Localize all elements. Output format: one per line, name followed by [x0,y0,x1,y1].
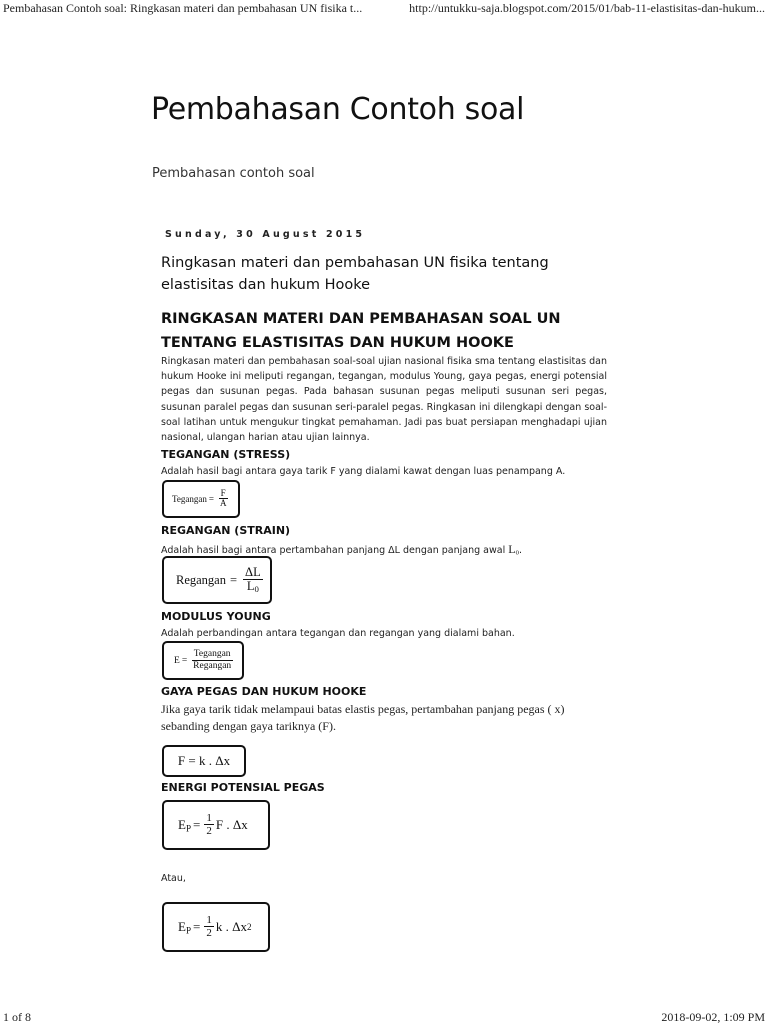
formula-stress-fraction [218,489,229,509]
formula-energy-1-lhs [178,817,191,833]
formula-young-denominator: Regangan [193,660,232,671]
section-text-strain-sub: 0 [515,549,519,557]
formula-strain-den-main: L [246,578,255,593]
blog-description: Pembahasan contoh soal [152,166,315,181]
formula-energy-2 [162,902,270,952]
formula-young [162,641,244,680]
section-text-hooke: Jika gaya tarik tidak melampaui batas elastis pegas, pertambahan panjang pegas ( x) sebanding dengan gaya tariknya (F). [161,702,565,733]
formula-energy-1-numerator: 1 [206,811,212,824]
post-title[interactable]: Ringkasan materi dan pembahasan UN fisika tentang elastisitas dan hukum Hooke [161,255,549,293]
formula-energy-2-denominator: 2 [206,927,212,940]
print-header-url: http://untukku-saja.blogspot.com/2015/01/bab-11-elastisitas-dan-hukum... [409,1,765,15]
formula-stress-equals: = [208,494,214,504]
formula-energy-2-lhs-sub: P [185,925,192,936]
formula-strain-fraction [243,566,263,595]
formula-energy-1-lhs-sub: P [185,823,192,834]
formula-young-lhs: E [174,655,180,666]
formula-energy-2-lhs-main: E [178,918,186,934]
blog-title[interactable]: Pembahasan Contoh soal [151,92,525,127]
section-heading-hooke: GAYA PEGAS DAN HUKUM HOOKE [161,685,367,698]
formula-energy-2-lhs [178,919,191,935]
post-date: Sunday, 30 August 2015 [165,229,366,240]
formula-strain-lhs: Regangan [176,572,226,587]
formula-young-fraction [191,650,233,671]
print-footer [0,1008,768,1026]
formula-strain-denominator [245,580,261,595]
formula-stress-denominator: A [219,498,227,509]
print-header [0,0,768,18]
section-text-strain-main: Adalah hasil bagi antara pertambahan panjang ΔL dengan panjang awal [161,545,509,556]
post-intro-paragraph: Ringkasan materi dan pembahasan soal-soal ujian nasional fisika sma tentang elastisitas dan hukum Hooke ini meliputi regangan, tegangan, modulus Young, gaya pegas, energi potensial pegas dan susunan pegas. Pada bahasan susunan pegas meliputi susunan seri pegas, susunan paralel pegas dan susunan seri-paralel pegas. Ringkasan ini dilengkapi dengan soal-soal latihan untuk mengukur tingkat pemahaman. Jadi pas buat persiapan menghadapi ujian nasional, ulangan harian atau ujian lainnya. [161,356,607,444]
formula-energy-2-fraction [204,915,214,940]
formula-energy-1-equals: = [193,817,201,832]
section-text-strain-var: L [508,542,516,556]
print-header-page-title: Pembahasan Contoh soal: Ringkasan materi dan pembahasan UN fisika t... [3,1,363,15]
section-heading-strain: REGANGAN (STRAIN) [161,524,291,537]
formula-strain-numerator: ΔL [245,564,261,579]
formula-energy-2-rest: k . Δx [215,919,247,934]
formula-energy-1-denominator: 2 [206,825,212,838]
formula-strain-den-sub: 0 [254,583,259,594]
section-text-stress: Adalah hasil bagi antara gaya tarik F yang dialami kawat dengan luas penampang A. [161,466,566,477]
formula-energy-1-rest: F . Δx [215,817,248,832]
formula-strain [162,556,272,604]
formula-energy-2-equals: = [193,919,201,934]
formula-young-equals: = [181,655,188,666]
formula-stress-lhs: Tegangan [172,494,207,504]
formula-stress [162,480,240,518]
formula-young-numerator: Tegangan [193,648,231,659]
print-footer-page-count: 1 of 8 [3,1010,31,1024]
section-heading-energy: ENERGI POTENSIAL PEGAS [161,781,325,794]
post-main-heading: RINGKASAN MATERI DAN PEMBAHASAN SOAL UN TENTANG ELASTISITAS DAN HUKUM HOOKE [161,311,561,351]
section-text-young: Adalah perbandingan antara tegangan dan regangan yang dialami bahan. [161,628,515,639]
formula-energy-2-exponent: 2 [246,922,252,932]
formula-energy-1-lhs-main: E [178,816,186,832]
formula-energy-1-fraction [204,813,214,838]
formula-energy-1 [162,800,270,850]
section-text-strain-end: . [518,545,522,556]
formula-stress-numerator: F [220,487,226,498]
section-text-strain [161,542,522,557]
formula-energy-2-numerator: 1 [206,913,212,926]
section-heading-stress: TEGANGAN (STRESS) [161,448,291,461]
formula-hooke: F = k . Δx [162,745,246,777]
section-heading-young: MODULUS YOUNG [161,610,271,623]
formula-strain-equals: = [229,572,238,587]
print-footer-timestamp: 2018-09-02, 1:09 PM [661,1010,765,1024]
energy-or-label: Atau, [161,873,186,884]
